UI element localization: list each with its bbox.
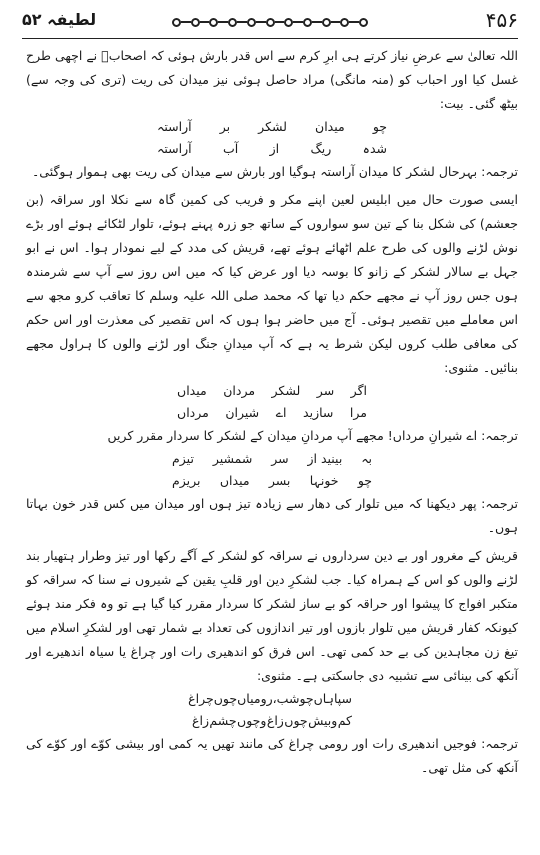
verse-word: چوں — [284, 713, 308, 728]
verse-word: شب، — [272, 691, 300, 706]
verse-word: ریگ — [310, 141, 332, 156]
verse-word: چراغ — [188, 691, 214, 706]
page-header — [22, 4, 518, 38]
verse-word: تیزم — [172, 451, 194, 466]
verse-word: مردان — [223, 383, 256, 398]
paragraph: قریش کے مغرور اور بے دین سرداروں نے سراقہ کو لشکر کے آگے رکھا اور تیز وطرار ہتھیار بند لڑنے والوں کو اس کے ہمراہ کیا۔ جب لشکرِ دین اور قلبِ یقین کے شیروں نے سنا کہ سراقہ کو متکبر افواج کا پیشوا اور حراقہ کو بے ساز لشکر کا سردار مقرر کیا گیا ہے تو وہ فکر مند ہوئے کیونکہ کفار قریش میں تلوار بازوں اور تیر اندازوں کی تعداد بے شمار تھی اور لشکرِ اسلام میں تیغ زن مجاہدین کی بے حد کمی تھی۔ اس فرق کو اندھیری رات اور چراغ یا سیاہ اندھیرے اور آنکھ کی بینائی سے تشبیہ دی جاسکتی ہے۔ مثنوی: — [26, 548, 518, 683]
page-body — [26, 44, 518, 780]
verse-word: بینید از — [307, 451, 343, 466]
paragraph: ترجمہ: اے شیرانِ مرداں! مجھے آپ مردانِ میدان کے لشکر کا سردار مقرر کریں — [107, 428, 518, 443]
verse-word: میداں — [177, 383, 207, 398]
verse-word: زاغ — [266, 713, 284, 728]
verse-word: بسر — [268, 473, 291, 488]
verse-word: کم — [337, 713, 352, 728]
verse-word: میدان — [315, 119, 345, 134]
verse-word: لشکر — [271, 383, 301, 398]
verse-word: آراستہ — [157, 119, 192, 134]
verse-word: وبیش — [308, 713, 338, 728]
verse-word: سپاہاں — [313, 691, 352, 706]
verse-word: از — [269, 141, 280, 156]
verse-word: شدہ — [362, 141, 387, 156]
verse-word: بر — [219, 119, 231, 134]
verse-word: آب — [223, 141, 239, 156]
verse-word: میداں — [219, 473, 250, 488]
header-ornament — [172, 16, 368, 28]
verse-word: رومیاں — [237, 691, 273, 706]
page-number: ۴۵۶ — [485, 8, 518, 32]
verse-line — [157, 138, 387, 160]
verse-word: وچوں — [237, 713, 267, 728]
verse-word: مرا — [349, 405, 367, 420]
verse-line — [177, 402, 367, 424]
verse-word: خونہا — [309, 473, 339, 488]
verse-line — [157, 116, 387, 138]
verse-line — [172, 448, 372, 470]
paragraph: ترجمہ: فوجیں اندھیری رات اور رومی چراغ کی مانند تھیں یہ کمی اور بیشی کوّے اور کوّے کی آنکھ کی مثل تھی۔ — [26, 736, 518, 775]
verse-word: سر — [271, 451, 289, 466]
verse-word: سازید — [303, 405, 334, 420]
verse-word: بریزم — [172, 473, 201, 488]
verse-word: چو — [357, 473, 372, 488]
verse-line — [177, 380, 367, 402]
verse-word: مرداں — [177, 405, 209, 420]
paragraph: ترجمہ: بہرحال لشکر کا میدان آراستہ ہوگیا اور بارش سے میدان کی ریت بھی ہموار ہوگئی۔ — [31, 164, 518, 179]
verse-word: زاغ — [192, 713, 209, 728]
paragraph: ترجمہ: پھر دیکھنا کہ میں تلوار کی دھار سے زیادہ تیز ہوں اور میدان میں کس قدر خون بہاتا ہوں۔ — [26, 496, 518, 535]
verse-line — [188, 688, 352, 710]
header-rule — [22, 38, 518, 39]
paragraph: اللہ تعالیٰ سے عرضِ نیاز کرتے ہی ابرِ کرم سے اس قدر بارش ہوئی کہ اصحابؓ نے اچھی طرح غسل کیا اور احباب کو (منہ مانگی) مراد حاصل ہوئی نیز میدان کی ریت (تری کی وجہ سے) بیٹھ گئی۔ بیت: — [26, 48, 518, 111]
verse-word: اے — [275, 405, 287, 420]
verse-line — [172, 470, 372, 492]
verse-word: آراستہ — [157, 141, 192, 156]
verse-word: شیران — [225, 405, 260, 420]
verse-word: چو — [372, 119, 387, 134]
verse-word: چوں — [213, 691, 238, 706]
verse-word: چو — [299, 691, 314, 706]
verse-word: شمشیر — [212, 451, 253, 466]
verse-word: چشم — [209, 713, 237, 728]
verse-word: اگر — [350, 383, 367, 398]
verse-word: بہ — [361, 451, 372, 466]
paragraph: ایسی صورت حال میں ابلیس لعین اپنے مکر و فریب کی کمین گاہ سے نکلا اور سراقہ (بن جعشم) کی شکل بنا کے تین سو سواروں کے ساتھ جو زرہ پہنے ہوئے، تلوار لٹکائے ہوئے اور بڑے نوش لڑنے والوں کی طرح علم اٹھائے ہوئے تھے، قریش کی مدد کے لیے نمودار ہوا۔ اس نے ابو جہل بے سالار لشکر کے زانو کا بوسہ دیا اور عرض کیا کہ میں اس روز سے آپ سے شرمندہ ہوں جس روز آپ نے مجھے حکم دیا تھا کہ محمد صلی اللہ علیہ وسلم کا تعاقب کرو مجھ سے اس معاملے میں تقصیر ہوئی۔ آج میں حاضر ہوا ہوں کہ اس تقصیر کی معذرت اور اس حکم کی معافی طلب کروں لیکن شرط یہ ہے کہ آپ میدانِ جنگ اور لڑنے والوں کا ہراول مجھے بنائیں۔ مثنوی: — [26, 192, 518, 375]
verse-line — [192, 710, 352, 732]
chapter-title: لطیفہ ۵۲ — [22, 10, 97, 29]
verse-word: سر — [316, 383, 335, 398]
verse-word: لشکر — [258, 119, 287, 134]
